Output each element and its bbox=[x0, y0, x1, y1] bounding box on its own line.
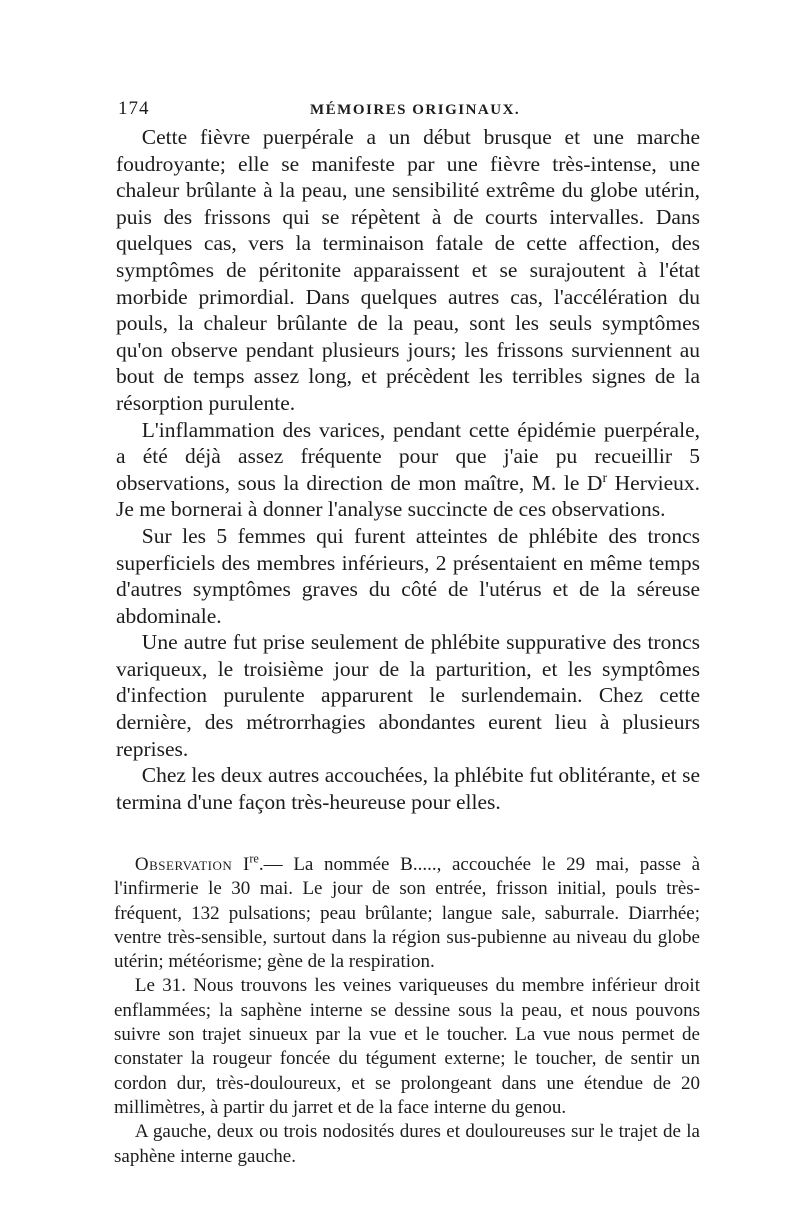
paragraph-text: Hervieux. Je me bornerai à donner l'analyse succincte de ces observations. bbox=[116, 470, 701, 522]
superscript: r bbox=[602, 470, 608, 486]
observation-paragraph bbox=[114, 853, 700, 974]
page-number: 174 bbox=[118, 98, 150, 119]
main-text bbox=[116, 124, 700, 815]
paragraph: Cette fièvre puerpérale a un début brusque et une marche foudroyante; elle se manifeste par une fièvre très-intense, une chaleur brûlante à la peau, une sensibilité extrême du globe utérin, puis des frissons qui se répètent à de courts intervalles. Dans quelques cas, vers la terminaison fatale de cette affection, des symptômes de péritonite apparaissent et se surajoutent à l'état morbide primordial. Dans quelques autres cas, l'accélération du pouls, la chaleur brûlante de la peau, sont les seuls symptômes qu'on observe pendant plusieurs jours; les frissons surviennent au bout de temps assez long, et précèdent les terribles signes de la résorption purulente. bbox=[116, 125, 700, 415]
paragraph: Une autre fut prise seulement de phlébite suppurative des troncs variqueux, le troisième jour de la parturition, et les symptômes d'infection purulente apparurent le surlendemain. Chez cette dernière, des métrorrhagies abondantes eurent lieu à plusieurs reprises. bbox=[116, 630, 700, 761]
paragraph: Sur les 5 femmes qui furent atteintes de phlébite des troncs superficiels des membres inférieurs, 2 présentaient en même temps d'autres symptômes graves du côté de l'utérus et de la séreuse abdominale. bbox=[116, 523, 700, 628]
observation-paragraph: Le 31. Nous trouvons les veines variqueuses du membre inférieur droit enflammées; la saphène interne se dessine sous la peau, et nous pouvons suivre son trajet sinueux par la vue et le toucher. La vue nous permet de constater la rougeur foncée du tégument externe; le toucher, de sentir un cordon dur, très-douloureux, et se prolongeant dans une étendue de 20 millimètres, à partir du jarret et de la face interne du genou. bbox=[114, 975, 700, 1118]
paragraph: Chez les deux autres accouchées, la phlébite fut oblitérante, et se termina d'une façon très-heureuse pour elles. bbox=[116, 763, 700, 814]
running-title: MÉMOIRES ORIGINAUX. bbox=[310, 102, 521, 118]
superscript: re bbox=[249, 851, 259, 866]
observation-label: Observation bbox=[134, 854, 233, 875]
running-head bbox=[118, 98, 698, 122]
observation-text: .— La nommée B....., accouchée le 29 mai, passe à l'infirmerie le 30 mai. Le jour de son entrée, frisson initial, pouls très-fréquent, 132 pulsations; peau brûlante; langue sale, saburrale. Diarrhée; ventre très-sensible, surtout dans la région sus-pubienne au niveau du globe utérin; météorisme; gène de la respiration. bbox=[114, 854, 701, 973]
paragraph-text: L'inflammation des varices, pendant cette épidémie puerpérale, a été déjà assez fréquente pour que j'aie pu recueillir 5 observations, sous la direction de mon maître, M. le D bbox=[116, 417, 700, 495]
observation-paragraph: A gauche, deux ou trois nodosités dures et douloureuses sur le trajet de la saphène interne gauche. bbox=[114, 1121, 700, 1167]
paragraph bbox=[116, 417, 700, 523]
observation-number: I bbox=[242, 854, 250, 875]
observation-block bbox=[114, 853, 700, 1169]
